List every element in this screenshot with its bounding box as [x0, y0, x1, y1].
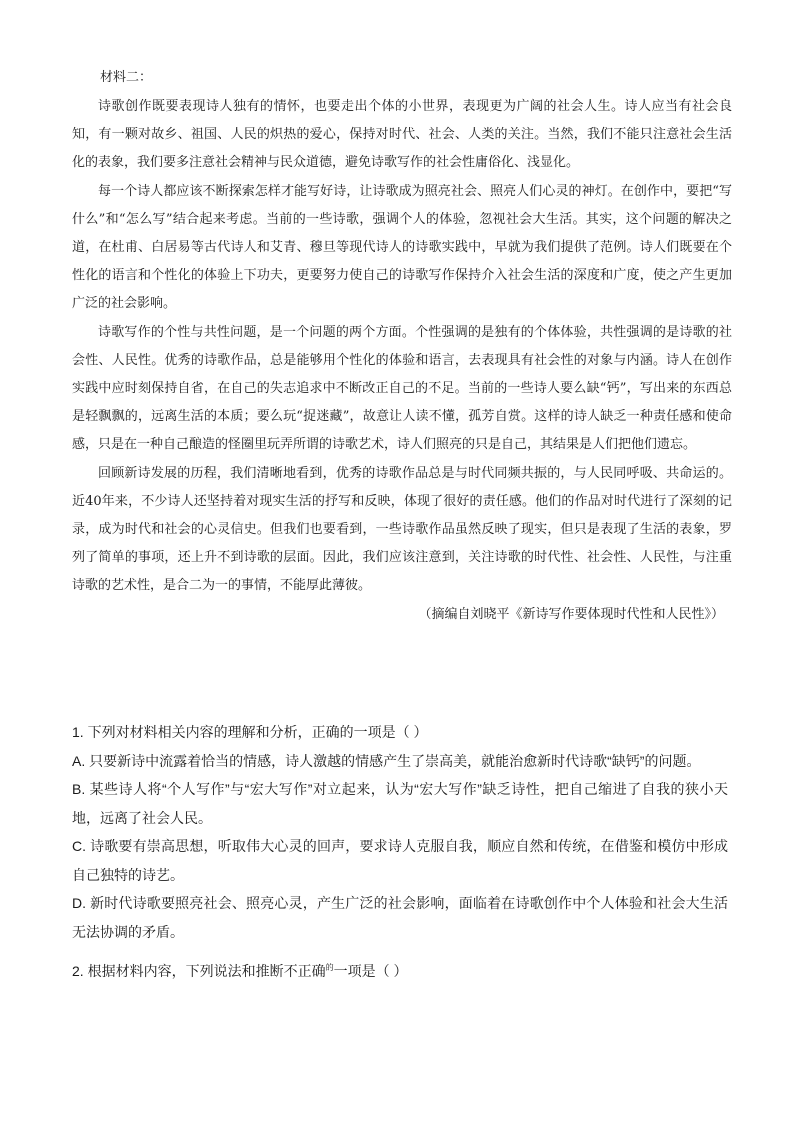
material-paragraph-3: 诗歌写作的个性与共性问题，是一个问题的两个方面。个性强调的是独有的个体体验，共性强调的是诗歌的社会性、人民性。优秀的诗歌作品，总是能够用个性化的体验和语言，去表现具有社会性的对象与内涵。诗人在创作实践中应时刻保持自省，在自己的失志追求中不断改正自己的不足。当前的一些诗人要么缺“钙”，写出来的东西总是轻飘飘的，远离生活的本质；要么玩“捉迷藏”，故意让人读不懂，孤芳自赏。这样的诗人缺乏一种责任感和使命感，只是在一种自己酿造的怪圈里玩弄所谓的诗歌艺术，诗人们照亮的只是自己，其结果是人们把他们遗忘。	[72, 324, 732, 453]
question-1-option-b: B. 某些诗人将“个人写作”与“宏大写作”对立起来，认为“宏大写作”缺乏诗性，把自己缩进了自我的狭小天地，远离了社会人民。	[72, 781, 728, 826]
question-2-stem	[72, 954, 728, 986]
material-paragraph-1: 诗歌创作既要表现诗人独有的情怀，也要走出个体的小世界，表现更为广阔的社会人生。诗人应当有社会良知，有一颗对故乡、祖国、人民的炽热的爱心，保持对时代、社会、人类的关注。当然，我们不能只注意社会生活化的表象，我们要多注意社会精神与民众道德，避免诗歌写作的社会性庸俗化、浅显化。	[72, 99, 732, 171]
questions-section	[72, 718, 728, 986]
question-1-option-a: A. 只要新诗中流露着恰当的情感，诗人激越的情感产生了崇高美，就能治愈新时代诗歌“缺钙”的问题。	[72, 752, 701, 769]
question-2-stem-mark: 的	[325, 963, 334, 972]
question-1-stem: 1. 下列对材料相关内容的理解和分析，正确的一项是（ ）	[72, 724, 428, 740]
question-1-option-c: C. 诗歌要有崇高思想，听取伟大心灵的回声，要求诗人克服自我，顺应自然和传统，在借鉴和模仿中形成自己独特的诗艺。	[72, 838, 728, 883]
question-2-stem-start: 2. 根据材料内容，下列说法和推断不正确	[72, 963, 326, 979]
material-body	[72, 93, 732, 629]
material-paragraph-4: 回顾新诗发展的历程，我们清晰地看到，优秀的诗歌作品总是与时代同频共振的，与人民同呼吸、共命运的。近40年来，不少诗人还坚持着对现实生活的抒写和反映，体现了很好的责任感。他们的作品对时代进行了深刻的记录，成为时代和社会的心灵信史。但我们也要看到，一些诗歌作品虽然反映了现实，但只是表现了生活的表象，罗列了简单的事项，还上升不到诗歌的层面。因此，我们应该注意到，关注诗歌的时代性、社会性、人民性，与注重诗歌的艺术性，是合二为一的事情，不能厚此薄彼。	[72, 465, 732, 594]
question-2-stem-end: 一项是（ ）	[333, 963, 408, 979]
material-source: （摘编自刘晓平《新诗写作要体现时代性和人民性》）	[418, 606, 724, 622]
material-title: 材料二：	[100, 70, 153, 85]
question-1-option-d: D. 新时代诗歌要照亮社会、照亮心灵，产生广泛的社会影响，面临着在诗歌创作中个人体验和社会大生活无法协调的矛盾。	[72, 895, 728, 940]
material-paragraph-2: 每一个诗人都应该不断探索怎样才能写好诗，让诗歌成为照亮社会、照亮人们心灵的神灯。在创作中，要把“写什么”和“怎么写”结合起来考虑。当前的一些诗歌，强调个人的体验，忽视社会大生活。其实，这个问题的解决之道，在杜甫、白居易等古代诗人和艾青、穆旦等现代诗人的诗歌实践中，早就为我们提供了范例。诗人们既要在个性化的语言和个性化的体验上下功夫，更要努力使自己的诗歌写作保持介入社会生活的深度和广度，使之产生更加广泛的社会影响。	[72, 183, 732, 312]
